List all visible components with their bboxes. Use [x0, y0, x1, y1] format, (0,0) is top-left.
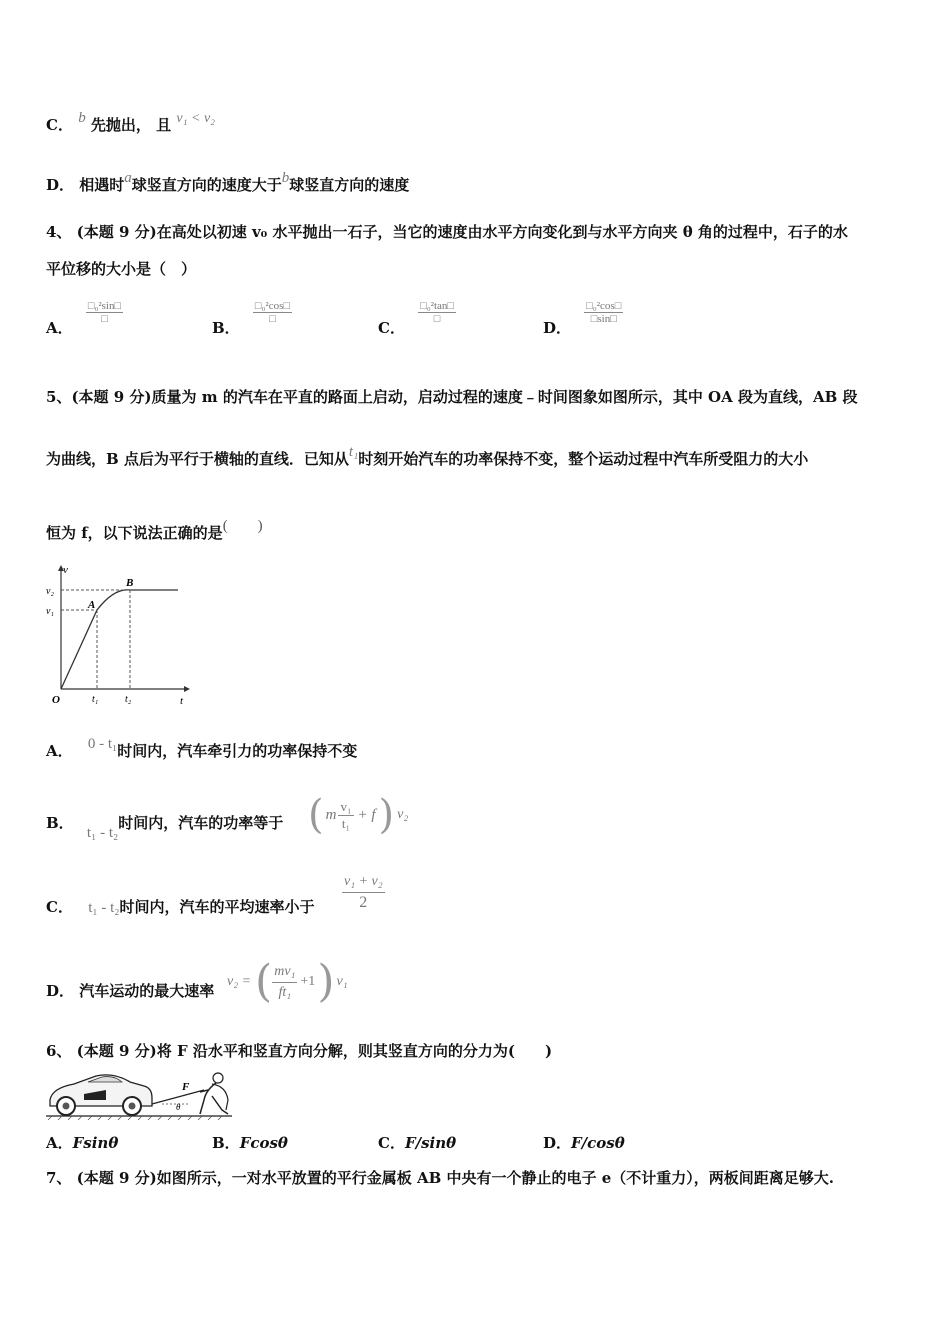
- point-a-label: A: [88, 599, 96, 611]
- fraction-denominator: □: [269, 313, 276, 325]
- fraction-numerator: □₀²cos□: [254, 300, 291, 312]
- option-letter: C．: [46, 116, 73, 134]
- option-letter: C．: [378, 1134, 405, 1152]
- fraction-numerator: □₀²cos□: [586, 300, 622, 312]
- q5-stem-line2: [46, 444, 809, 469]
- option-text: 时间内，汽车的平均速率小于: [119, 898, 315, 916]
- formula-plus-f: + f: [357, 806, 376, 823]
- q4-option-b: [212, 300, 292, 337]
- formula-b: b: [78, 110, 86, 126]
- option-text: 球竖直方向的速度大于: [131, 176, 282, 194]
- v1-tick-label: v₁: [46, 606, 54, 617]
- fraction-denominator: 2: [359, 894, 368, 911]
- velocity-time-graph: [44, 562, 194, 710]
- option-text: 且: [156, 116, 172, 134]
- formula-v1: v₁: [336, 974, 348, 989]
- person-head: [213, 1073, 223, 1083]
- left-paren: (: [255, 956, 273, 1007]
- option-letter: D．: [543, 318, 572, 337]
- q4-stem-line1: [46, 221, 848, 242]
- fraction: [86, 300, 123, 325]
- question-text: 恒为 f，以下说法正确的是: [46, 524, 223, 542]
- fraction: [342, 872, 385, 913]
- origin-label: O: [52, 694, 60, 706]
- q6-option-d: [543, 1132, 625, 1153]
- formula-plus-one: +1: [300, 974, 316, 989]
- y-axis-label: v: [63, 564, 68, 576]
- option-text: 时间内，汽车的功率等于: [118, 814, 284, 832]
- question-number: 4、: [46, 223, 72, 241]
- option-letter: C．: [378, 318, 405, 337]
- q3-option-d: [46, 170, 410, 195]
- t1-tick-label: t₁: [92, 694, 99, 705]
- option-letter: D．: [46, 982, 75, 1000]
- option-letter: D．: [543, 1134, 572, 1152]
- question-number: 5、: [46, 388, 72, 406]
- question-text: (本题 9 分)在高处以初速 v₀ 水平抛出一石子，当它的速度由水平方向变化到与水平方向夹 θ 角的过程中，石子的水: [76, 223, 848, 241]
- q6-option-b: [212, 1132, 288, 1153]
- t2-tick-label: t₂: [125, 694, 132, 705]
- fraction-numerator: □₀²tan□: [420, 300, 455, 312]
- q4-option-a: [46, 300, 123, 337]
- q4-option-d: [543, 300, 623, 337]
- formula-v1-lt-v2: v₁ < v₂: [176, 111, 216, 126]
- option-letter: D．: [46, 176, 75, 194]
- question-text: (本题 9 分)质量为 m 的汽车在平直的路面上启动，启动过程的速度﹣时间图象如图所示，其中 OA 段为直线，AB 段: [71, 388, 858, 406]
- right-paren: ): [317, 956, 335, 1007]
- question-number: 6、: [46, 1042, 72, 1060]
- left-paren: (: [308, 792, 324, 838]
- formula-time-range: t₁ - t₂: [86, 825, 119, 841]
- option-letter: B．: [46, 814, 74, 832]
- q5-option-c: [46, 896, 315, 917]
- formula-a: a: [124, 170, 132, 186]
- formula-v2-equals: v₂ =: [227, 974, 252, 989]
- fraction: [418, 300, 456, 325]
- q7-stem: [46, 1167, 834, 1188]
- q6-option-c: [378, 1132, 456, 1153]
- option-text: 相遇时: [79, 176, 125, 194]
- fraction: [338, 799, 353, 832]
- option-text: Fsinθ: [72, 1134, 119, 1152]
- option-text: 先抛出，: [90, 116, 151, 134]
- q5-option-d: [46, 980, 214, 1001]
- q5-option-c-formula: [342, 872, 385, 913]
- fraction-numerator: v₁: [340, 798, 352, 814]
- x-axis-arrow: [184, 686, 190, 692]
- option-letter: A．: [46, 1134, 73, 1152]
- formula-v2: v₂: [397, 807, 409, 822]
- option-letter: C．: [46, 898, 73, 916]
- fraction-numerator: mv₁: [272, 962, 297, 983]
- q5-option-d-formula: [227, 955, 348, 1009]
- fraction: [272, 962, 297, 1003]
- q4-stem-line2: [46, 258, 196, 279]
- q5-option-b-formula: [308, 790, 408, 840]
- answer-paren: ( ): [222, 518, 263, 534]
- formula-time-range: t₁ - t₂: [88, 900, 120, 916]
- angle-label: θ: [176, 1102, 181, 1112]
- fraction-denominator: ft₁: [278, 984, 292, 1000]
- q3-option-c: [46, 110, 216, 135]
- fraction-numerator: □₀²sin□: [87, 300, 122, 312]
- x-axis-label: t: [180, 695, 184, 707]
- q4-option-c: [378, 300, 456, 337]
- q5-option-a: [46, 736, 358, 761]
- right-paren: ): [378, 792, 395, 838]
- q6-stem: [46, 1040, 552, 1061]
- option-text: F/cosθ: [571, 1134, 625, 1152]
- formula-time-range: 0 - t₁: [87, 736, 118, 752]
- car-front-hub: [63, 1103, 70, 1110]
- velocity-curve: [61, 590, 178, 689]
- point-b-label: B: [126, 577, 134, 589]
- formula-m: m: [325, 806, 337, 823]
- question-number: 7、: [46, 1169, 72, 1187]
- fraction: [253, 300, 292, 325]
- v2-tick-label: v₂: [46, 586, 54, 597]
- option-letter: B．: [212, 1134, 240, 1152]
- option-letter: A．: [46, 742, 73, 760]
- q5-stem-line3: [46, 518, 263, 543]
- formula-t1: t₁: [348, 444, 359, 460]
- option-text: 汽车运动的最大速率: [79, 982, 215, 1000]
- car-towing-figure: [44, 1066, 234, 1122]
- fraction: [584, 300, 623, 325]
- option-text: 时间内，汽车牵引力的功率保持不变: [117, 742, 358, 760]
- car-rear-hub: [129, 1103, 136, 1110]
- formula-b: b: [281, 170, 290, 186]
- question-text: 平位移的大小是（ ）: [46, 260, 197, 278]
- fraction-denominator: □sin□: [590, 313, 617, 325]
- question-text: (本题 9 分)如图所示，一对水平放置的平行金属板 AB 中央有一个静止的电子 e（不计重力），两板间距离足够大.: [76, 1169, 835, 1187]
- question-text: (本题 9 分)将 F 沿水平和竖直方向分解，则其竖直方向的分力为( ): [76, 1042, 553, 1060]
- option-letter: B．: [212, 318, 240, 337]
- force-label: F: [182, 1081, 190, 1093]
- q6-option-a: [46, 1132, 118, 1153]
- q5-option-b: [46, 812, 284, 841]
- person-body: [200, 1083, 228, 1114]
- option-letter: A．: [46, 318, 73, 337]
- fraction-denominator: t₁: [341, 815, 351, 831]
- option-text: 球竖直方向的速度: [289, 176, 410, 194]
- question-text: 时刻开始汽车的功率保持不变，整个运动过程中汽车所受阻力的大小: [358, 450, 809, 468]
- option-text: Fcosθ: [239, 1134, 288, 1152]
- fraction-denominator: □: [433, 313, 441, 325]
- option-text: F/sinθ: [404, 1134, 457, 1152]
- fraction-numerator: v₁ + v₂: [342, 872, 385, 893]
- q5-stem-line1: [46, 386, 858, 407]
- question-text: 为曲线，B 点后为平行于横轴的直线．已知从: [46, 450, 349, 468]
- fraction-denominator: □: [101, 313, 108, 325]
